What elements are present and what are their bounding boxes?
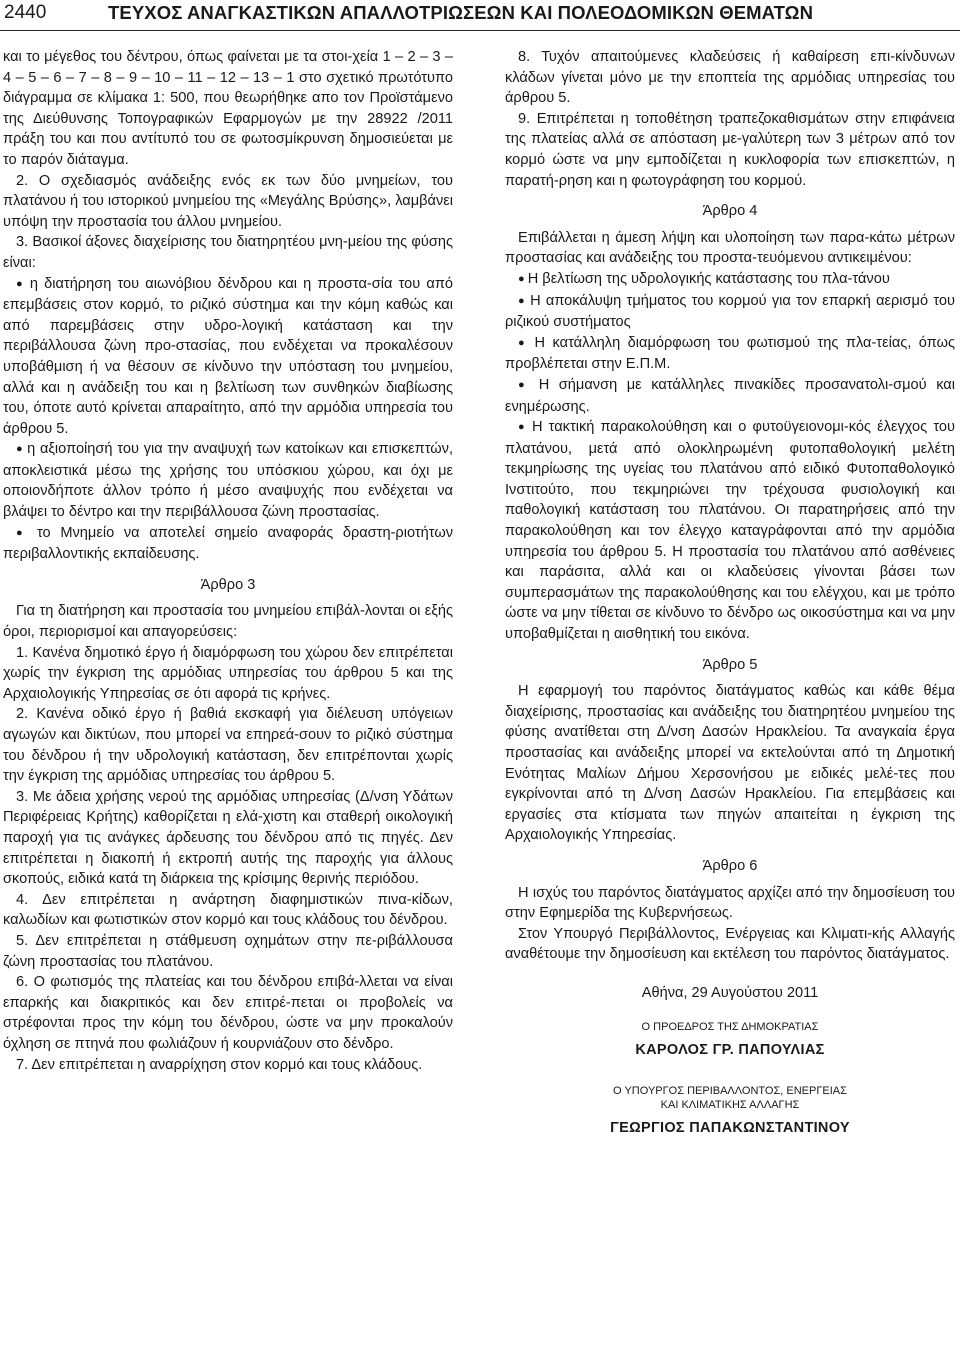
bullet-item: ● Η κατάλληλη διαμόρφωση του φωτισμού της πλα-τείας, όπως προβλέπεται στην Ε.Π.Μ. — [505, 333, 955, 375]
paragraph: και το μέγεθος του δέντρου, όπως φαίνεται με τα στοι-χεία 1 – 2 – 3 – 4 – 5 – 6 – 7 – 8 – 9 – 10 – 11 – 12 – 13 – 1 στο σχετικό πρωτότυπο διάγραμμα σε κλίμακα 1: 500, που θεωρήθηκε απο τον Προϊστάμενο της Διεύθυνσης Τοπογραφικών Εφαρμογών με την 28922 /2011 πράξη του και που αντίτυπό του σε φωτοσμίκρυνση δημοσιεύεται με το παρόν διάταγμα. — [3, 49, 453, 168]
paragraph: 2. Κανένα οδικό έργο ή βαθιά εκσκαφή για διέλευση υπόγειων αγωγών και δικτύων, που μπορεί να επηρεά-σουν το ριζικό σύστημα του δένδρου ή την υδρολογική κατάσταση, δεν επιτρέπονται χωρίς την έγκριση της αρμόδιας υπηρεσίας του άρθρου 5. — [3, 706, 453, 785]
left-column — [3, 47, 453, 1075]
minister-title-line2: ΚΑΙ ΚΛΙΜΑΤΙΚΗΣ ΑΛΛΑΓΗΣ — [660, 1099, 800, 1112]
paragraph: 4. Δεν επιτρέπεται η ανάρτηση διαφημιστικών πινα-κίδων, καλωδίων και φωτιστικών στον κορμό και τους κλάδους του δένδρου. — [3, 891, 453, 929]
paragraph: 6. Ο φωτισμός της πλατείας και του δένδρου επιβά-λλεται να είναι επαρκής και διακριτικός και δεν επιτρέ-πεται οι προβολείς να στρέφονται προς την κόμη του δένδρου, ώστε να μην προκαλούν όχληση σε πτηνά που φωλιάζουν ή κουρνιάζουν στο δένδρο. — [3, 974, 453, 1052]
article-heading: Άρθρο 3 — [200, 576, 256, 593]
bullet-item: ● η αξιοποίησή του για την αναψυχή των κατοίκων και επισκεπτών, αποκλειστικά μέσω της χρήσης του υπόσκιου χώρου, και όχι με οποιονδήποτε άλλον τρόπο ή μέσο αναψυχής που ενδέχεται να βλάψει το δέντρο και την περιβάλλουσα ζώνη προστασίας. — [3, 439, 453, 522]
president-title: Ο ΠΡΟΕΔΡΟΣ ΤΗΣ ΔΗΜΟΚΡΑΤΙΑΣ — [641, 1020, 819, 1033]
header-rule — [0, 30, 960, 31]
paragraph: 7. Δεν επιτρέπεται η αναρρίχηση στον κορμό και τους κλάδους. — [16, 1056, 423, 1073]
president-name: ΚΑΡΟΛΟΣ ΓΡ. ΠΑΠΟΥΛΙΑΣ — [635, 1041, 825, 1058]
article-heading: Άρθρο 4 — [702, 203, 758, 220]
paragraph: 8. Τυχόν απαιτούμενες κλαδεύσεις ή καθαίρεση επι-κίνδυνων κλάδων γίνεται μόνο με την εποπτεία της αρμόδιας υπηρεσίας του άρθρου 5. — [505, 49, 955, 107]
page-number: 2440 — [4, 2, 47, 23]
article-heading: Άρθρο 5 — [702, 656, 758, 673]
minister-title-line1: Ο ΥΠΟΥΡΓΟΣ ΠΕΡΙΒΑΛΛΟΝΤΟΣ, ΕΝΕΡΓΕΙΑΣ — [613, 1085, 847, 1098]
paragraph: 9. Επιτρέπεται η τοποθέτηση τραπεζοκαθισμάτων στην επιφάνεια της πλατείας αλλά σε απόσταση με-γαλύτερη των 3 μέτρων από τον κορμό ώστε να μην εμποδίζεται η κυκλοφορία των επισκεπτών, η παρατή-ρηση και η φωτογράφηση του κορμού. — [505, 110, 955, 189]
bullet-item: ● Η βελτίωση της υδρολογικής κατάστασης του πλα-τάνου — [505, 269, 955, 291]
paragraph: 1. Κανένα δημοτικό έργο ή διαμόρφωση του χώρου δεν επιτρέπεται χωρίς την έγκριση της αρμόδιας υπηρεσίας του άρθρου 5 και της Αρχαιολογικής Υπηρεσίας σε ότι αφορά τις κρήνες. — [3, 644, 453, 702]
paragraph: Στον Υπουργό Περιβάλλοντος, Ενέργειας και Κλιματι-κής Αλλαγής αναθέτουμε την δημοσίευση και εκτέλεση του παρόντος διατάγματος. — [505, 925, 955, 963]
gazette-title: ΤΕΥΧΟΣ ΑΝΑΓΚΑΣΤΙΚΩΝ ΑΠΑΛΛΟΤΡΙΩΣΕΩΝ ΚΑΙ ΠΟΛΕΟΔΟΜΙΚΩΝ ΘΕΜΑΤΩΝ — [108, 2, 814, 23]
bullet-item: ● Η αποκάλυψη τμήματος του κορμού για τον επαρκή αερισμό του ριζικού συστήματος — [505, 291, 955, 333]
bullet-item: ● Η τακτική παρακολούθηση και ο φυτοϋγειονομι-κός έλεγχος του πλατάνου, μετά από ολοκληρωμένη φυτοπαθολογική μελέτη τεκμηρίωσης της υγείας του πλατάνου από ειδικό Φυτοπαθολογικό Ινστιτούτο, που τεκμηριώνει την τρέχουσα φυσιολογική και παθολογική κατάσταση του πλατάνου. Οι παρατηρήσεις από την παρακολούθηση και τον έλεγχο καταγράφονται από την αρμόδια υπηρεσία του άρθρου 5. Η προστασία του πλατάνου από ασθένειες και παράσιτα, αλλά και οι κλαδεύσεις γίνονται βάσει των συμπερασμάτων της παρακολούθησης και του ελέγχου, και με τρόπο ώστε να μην τίθεται σε κίνδυνο το δένδρο ως οικοσύστημα και να μην υποβαθμίζεται η αισθητική του εικόνα. — [505, 417, 955, 645]
paragraph: 3. Με άδεια χρήσης νερού της αρμόδιας υπηρεσίας (Δ/νση Υδάτων Περιφέρειας Κρήτης) καθορίζεται η ελά-χιστη και σταθερή οικολογική παροχή για τις ανάγκες άρδευσης του δένδρου από τις πηγές. Δεν επιτρέπεται η διακοπή ή εκτροπή αυτής της παροχής για άλλους σκοπούς, ειδικά κατά τη διάρκεια της κρίσιμης θερινής περιόδου. — [3, 788, 453, 888]
paragraph: 2. Ο σχεδιασμός ανάδειξης ενός εκ των δύο μνημείων, του πλατάνου ή του ιστορικού μνημείου της «Μεγάλης Βρύσης», λαμβάνει υπόψη την προστασία του άλλου μνημείου. — [3, 172, 453, 230]
article-heading: Άρθρο 6 — [702, 857, 758, 874]
paragraph: Η εφαρμογή του παρόντος διατάγματος καθώς και κάθε θέμα διαχείρισης, προστασίας και ανάδειξης του διατηρητέου μνημείου της φύσης ανατίθεται στη Δ/νση Δασών Ηρακλείου. Τα αναγκαία έργα προστασίας και ανάδειξης μπορεί να εκτελούνται από τη Δημοτική Ενότητας Μαλίων Δήμου Χερσονήσου με ειδικές μελέ-τες που εγκρίνονται από τη Δ/νση Δασών Ηρακλείου. Για επεμβάσεις και εργασίες στα κτίσματα των πηγών απαιτείται η έγκριση της Αρχαιολογικής Υπηρεσίας. — [505, 683, 955, 844]
bullet-item: ● το Μνημείο να αποτελεί σημείο αναφοράς δραστη-ριοτήτων περιβαλλοντικής εκπαίδευσης. — [3, 523, 453, 565]
paragraph: 3. Βασικοί άξονες διαχείρισης του διατηρητέου μνη-μείου της φύσης είναι: — [3, 234, 453, 271]
paragraph: 5. Δεν επιτρέπεται η στάθμευση οχημάτων στην πε-ριβάλλουσα ζώνη προστασίας του πλατάνου. — [3, 932, 453, 970]
minister-name: ΓΕΩΡΓΙΟΣ ΠΑΠΑΚΩΝΣΤΑΝΤΙΝΟΥ — [610, 1120, 850, 1137]
page-header — [0, 0, 960, 28]
right-column — [505, 47, 955, 1139]
paragraph: Επιβάλλεται η άμεση λήψη και υλοποίηση των παρα-κάτω μέτρων προστασίας και ανάδειξης του προστα-τευόμενου αντικειμένου: — [505, 229, 955, 267]
bullet-item: ● Η σήμανση με κατάλληλες πινακίδες προσανατολι-σμού και ενημέρωσης. — [505, 375, 955, 417]
bullet-item: ● η διατήρηση του αιωνόβιου δένδρου και η προστα-σία του από επεμβάσεις στον κορμό, το ριζικό σύστημα και την κόμη καθώς και από παρεμβάσεις στην υδρο-λογική κατάσταση και την περιβάλλουσα ζώνη προ-στασίας, που ενδέχεται να προκαλέσουν υποβάθμιση ή να θέσουν σε κίνδυνο την υπόσταση του μνημείου, αλλά και η ανάδειξη του και η βελτίωση των συνθηκών διαβίωσης του, όποτε αυτό κρίνεται απαραίτητο, από την αρμόδια υπηρεσία του άρθρου 5. — [3, 274, 453, 440]
paragraph: Για τη διατήρηση και προστασία του μνημείου επιβάλ-λονται οι εξής όροι, περιορισμοί και απαγορεύσεις: — [3, 603, 453, 641]
paragraph: Η ισχύς του παρόντος διατάγματος αρχίζει από την δημοσίευση του στην Εφημερίδα της Κυβερνήσεως. — [505, 884, 955, 922]
signing-date: Αθήνα, 29 Αυγούστου 2011 — [641, 984, 819, 1001]
